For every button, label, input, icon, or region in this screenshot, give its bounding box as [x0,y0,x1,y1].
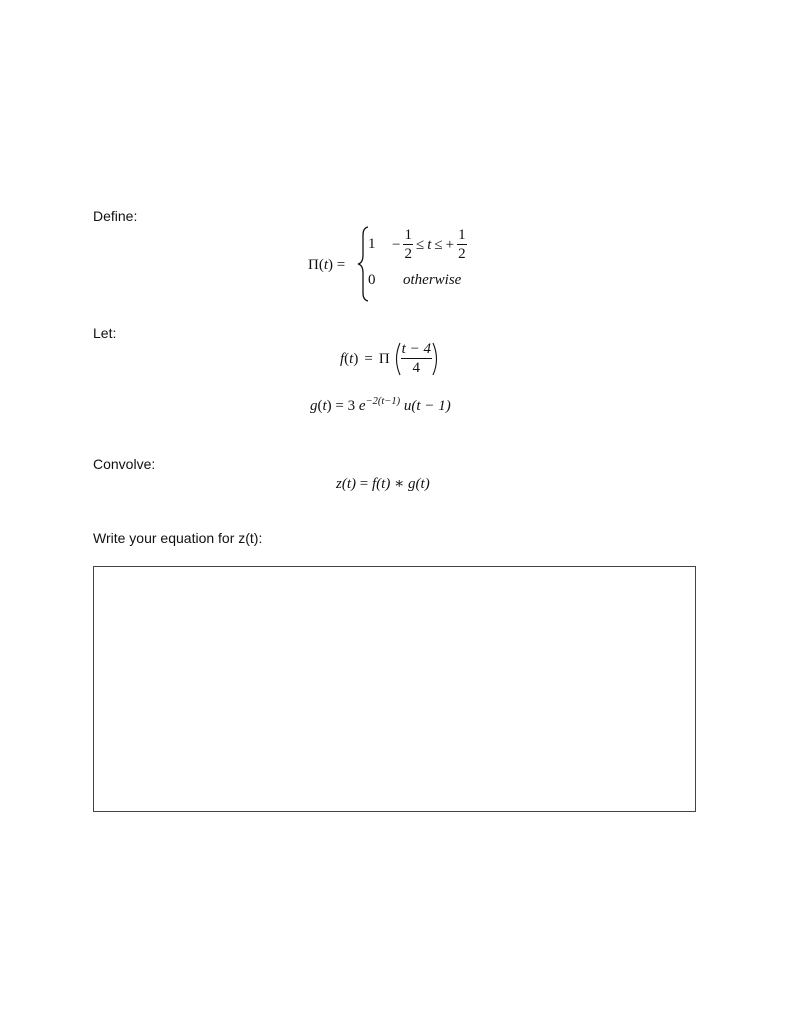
pi-lhs: Π(t) = [308,257,346,273]
case1-condition: − $\frac{1}{2}$ ≤ t ≤ + $\frac{1}{2}$ [392,227,466,262]
f-definition: f ( t ) = Π $\frac{t - 4}{4}$ [340,342,441,376]
case2-otherwise: otherwise [403,272,462,288]
pi-symbol: Π [378,350,390,367]
convolution-operator: ∗ [394,476,405,492]
half-fraction: $\frac{1}{2}$ [458,227,466,262]
let-label: Let: [93,325,117,341]
g-definition: g(t) = 3 $e^{-2(t-1)}$ u(t − 1) [310,396,451,414]
answer-box[interactable] [93,566,696,812]
case2-value: 0 [368,272,376,288]
pi-symbol: Π [308,257,319,273]
prompt-label: Write your equation for z(t): [93,530,263,546]
case1-value: 1 [368,236,376,252]
left-paren [392,342,401,376]
z-definition: z(t) = f(t) ∗ g(t) [336,476,430,492]
f-fraction: $\frac{t - 4}{4}$ [401,341,431,376]
exponent: −2(t−1) [365,396,401,407]
half-fraction: $\frac{1}{2}$ [404,227,412,262]
right-paren [432,342,441,376]
define-label: Define: [93,208,138,224]
convolve-label: Convolve: [93,456,156,472]
equals-sign: = [336,257,346,273]
